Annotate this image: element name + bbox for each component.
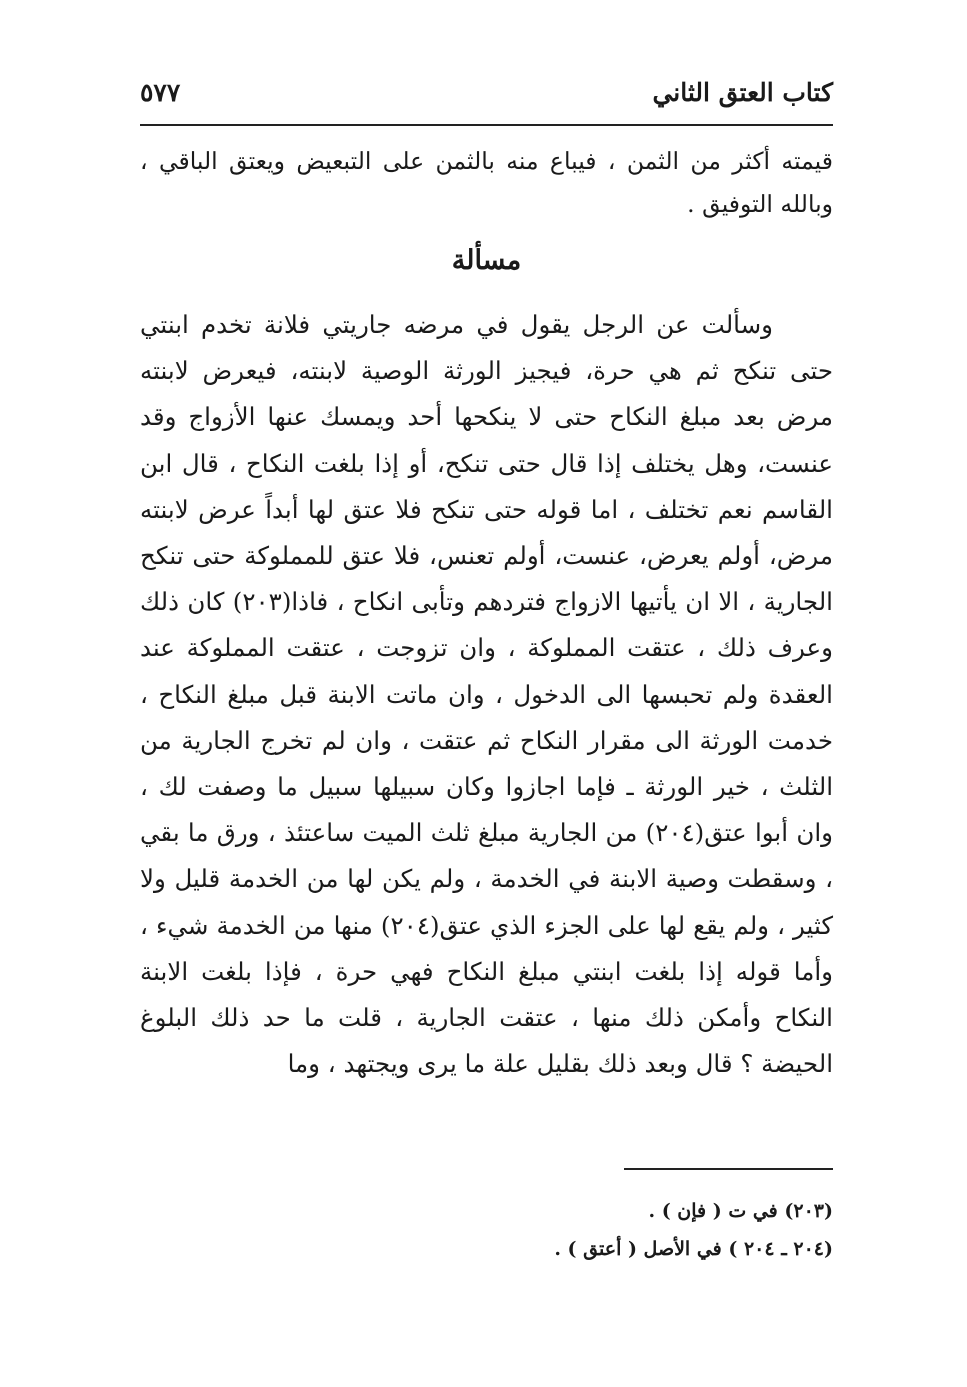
body-paragraph bbox=[140, 302, 833, 1087]
header-rule bbox=[140, 124, 833, 126]
page-header bbox=[140, 72, 833, 124]
footnote-rule bbox=[624, 1168, 833, 1170]
running-title: كتاب العتق الثاني bbox=[652, 78, 833, 107]
page-number: ٥٧٧ bbox=[140, 78, 181, 107]
footnotes bbox=[140, 1192, 833, 1268]
footnote-204: (٢٠٤ ـ ٢٠٤ ) في الأصل ( أعتق ) . bbox=[554, 1238, 833, 1260]
section-heading: مسألة bbox=[451, 245, 522, 276]
body-text: وسألت عن الرجل يقول في مرضه جاريتي فلانة تخدم ابنتي حتى تنكح ثم هي حرة، فيجيز الورثة الوصية لابنته، فيعرض لابنته مرض بعد مبلغ النكاح حتى لا ينكحها أحد ويمسك عنها الأزواج وقد عنست، وهل يختلف إذا قال حتى تنكح، أو إذا بلغت النكاح ، قال ابن القاسم نعم تختلف ، اما قوله حتى تنكح فلا عتق لها أبداً عرض لابنته مرض، أولم يعرض، عنست، أولم تعنس، فلا عتق للمملوكة حتى تنكح الجارية ، الا ان يأتيها الازواج فتردهم وتأبى انكاح ، فاذا(٢٠٣) كان ذلك وعرف ذلك ، عتقت المملوكة ، وان تزوجت ، عتقت المملوكة عند العقدة ولم تحبسها الى الدخول ، وان ماتت الابنة قبل مبلغ النكاح ، خدمت الورثة الى مقرار النكاح ثم عتقت ، وان لم تخرج الجارية من الثلث ، خير الورثة ـ فإما اجازوا وكان سبيلها سبيل ما وصفت لك ، وان أبوا عتق(٢٠٤) من الجارية مبلغ ثلث الميت ساعتئذ ، ورق ما بقي ، وسقطت وصية الابنة في الخدمة ، ولم يكن لها من الخدمة قليل ولا كثير ، ولم يقع لها على الجزء الذي عتق(٢٠٤) منها من الخدمة شيء ، وأما قوله إذا بلغت ابنتي مبلغ النكاح فهي حرة ، فإذا بلغت الابنة النكاح وأمكن ذلك منها ، عتقت الجارية ، قلت ما حد ذلك البلوغ الحيضة ؟ قال وبعد ذلك بقليل علة ما يرى ويجتهد ، وما bbox=[140, 310, 833, 1079]
carry-over-paragraph: قيمته أكثر من الثمن ، فيباع منه بالثمن على التبعيض ويعتق الباقي ، وبالله التوفيق . bbox=[140, 147, 833, 218]
footnote-203: (٢٠٣) في ت ( فإن ) . bbox=[648, 1200, 833, 1222]
